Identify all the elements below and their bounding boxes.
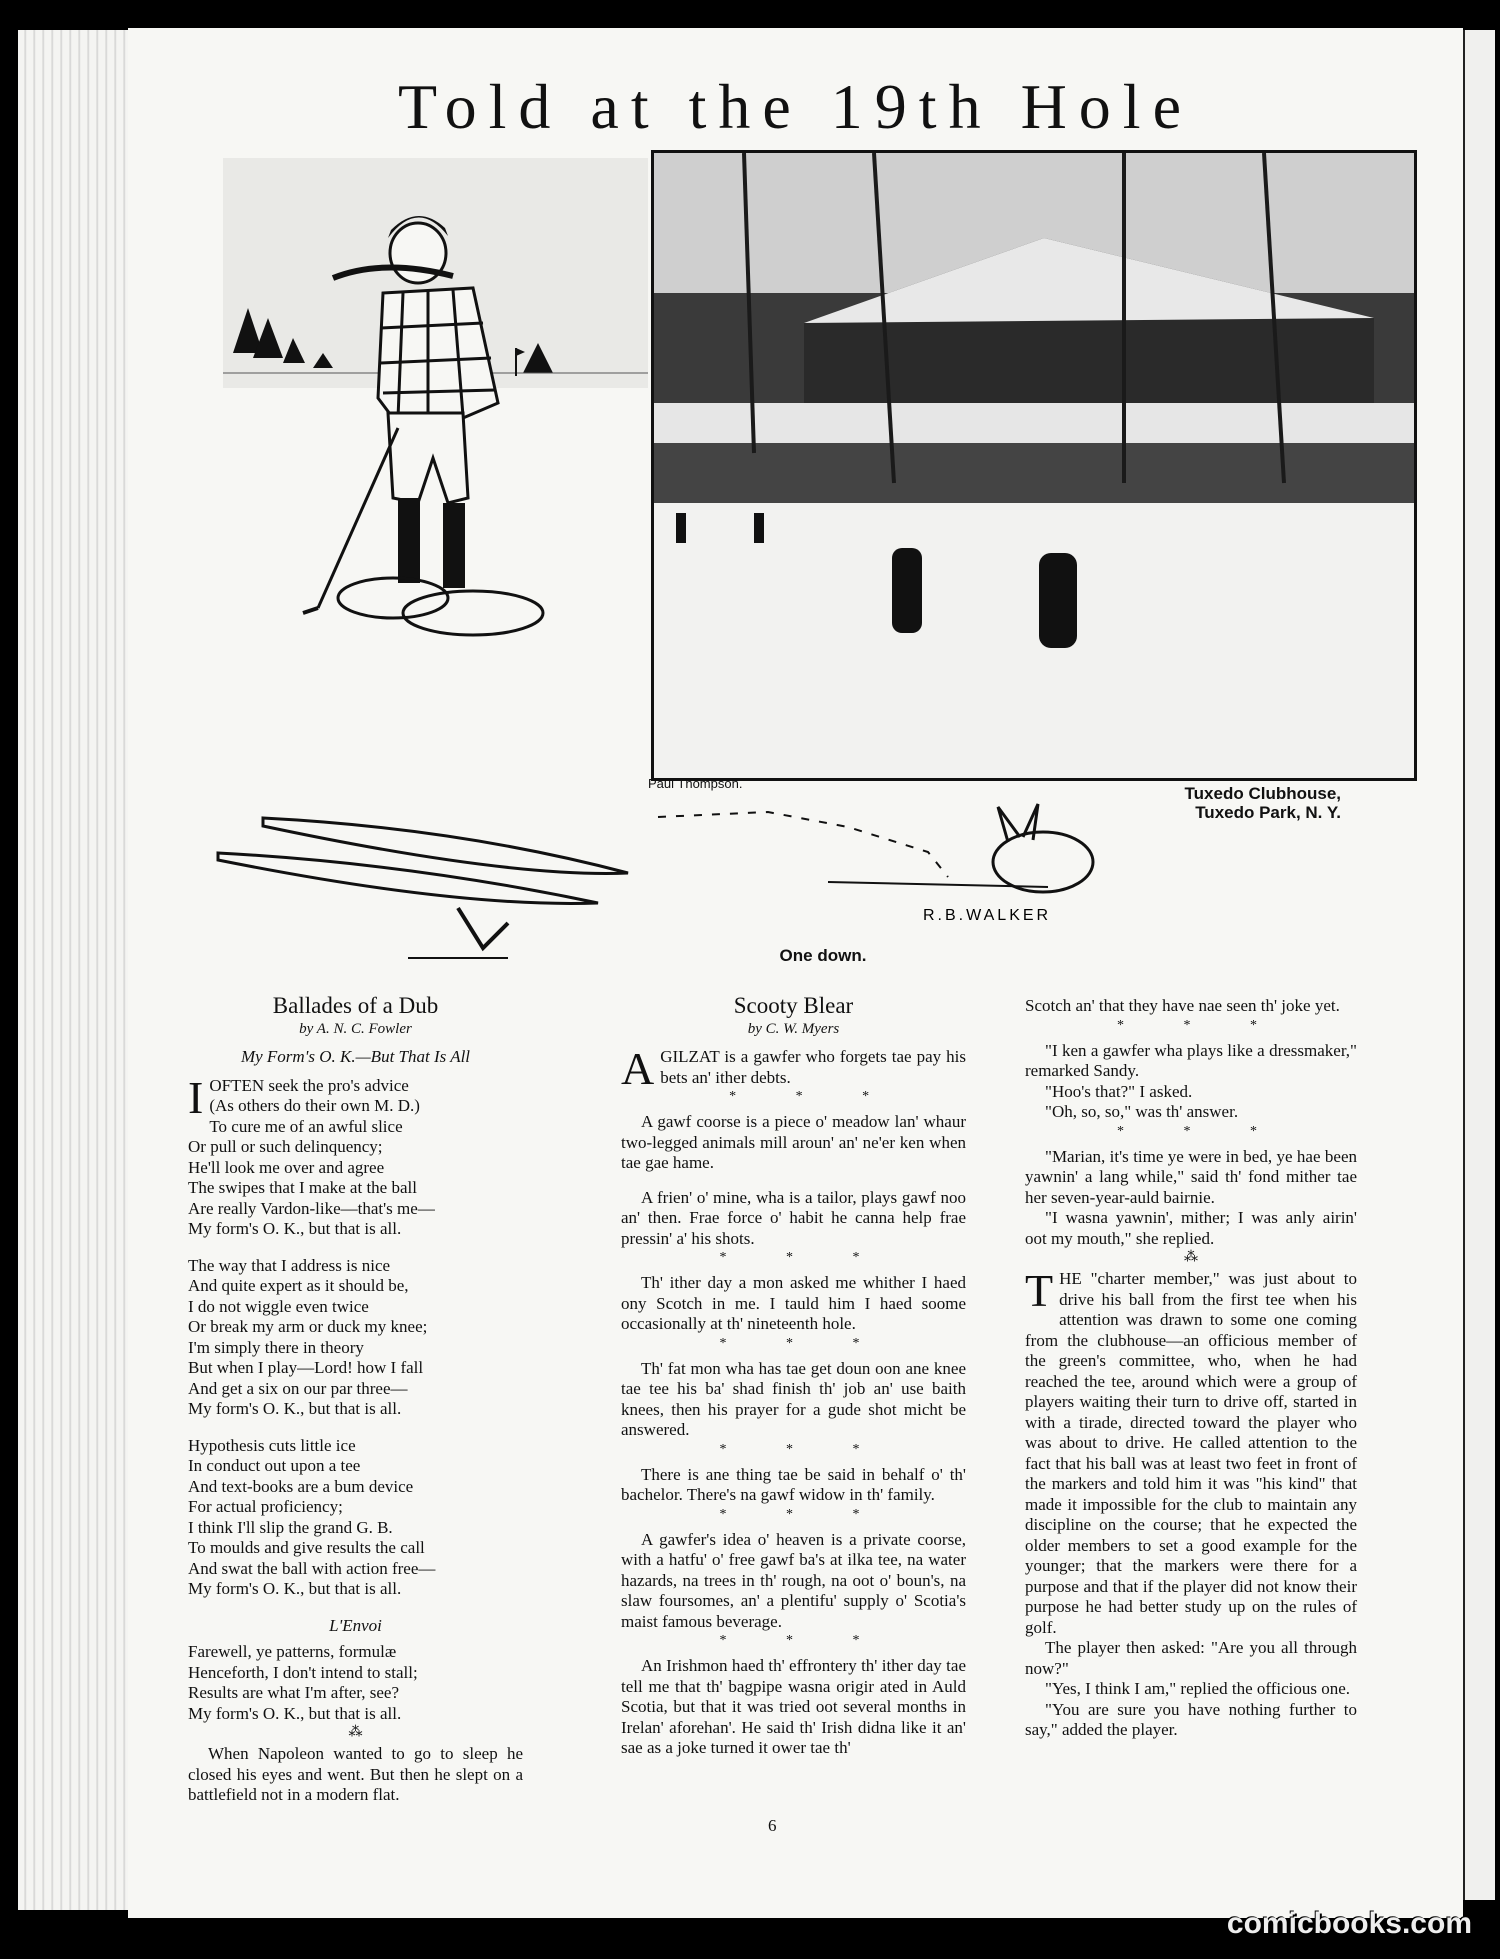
snowshoes-cartoon	[208, 798, 678, 973]
paragraph: A gawf coorse is a piece o' meadow lan' whaur two-legged animals mill aroun' an' ne'er ken when tae gae hame.	[621, 1112, 966, 1172]
paragraph: A frien' o' mine, wha is a tailor, plays gawf noo an' then. Frae force o' habit he canna help frae pressin' a' his shots.	[621, 1187, 966, 1248]
ornament: ⁂	[348, 1725, 363, 1740]
paragraph: An Irishmon haed th' effrontery th' ither day tae tell me that th' bagpipe wasna origir ated in Auld Scotia, but that it was tried oot several months in Irelan' aforehan'. He said th' Irish didna like it an' sae as a joke turned it ower tae th'	[621, 1656, 966, 1757]
verse-line: My form's O. K., but that is all.	[188, 1399, 402, 1418]
page-title: Told at the 19th Hole	[398, 71, 1193, 142]
verse-line: And swat the ball with action free—	[188, 1558, 436, 1578]
separator: * * *	[729, 1089, 898, 1104]
napoleon-anecdote: When Napoleon wanted to go to sleep he closed his eyes and went. But then he slept on a battlefield not in a modern flat.	[188, 1744, 523, 1804]
verse-line: My form's O. K., but that is all.	[188, 1579, 402, 1598]
separator: * * *	[719, 1441, 888, 1457]
paragraph: THE "charter member," was just about to drive his ball from the first tee when his attention was drawn to some one coming from the clubhouse—an officious member of the green's committee, who, when he had reached the tee, around which were a group of players waiting their turn to drive off, started in with a tirade, directed toward the player who was about to drive. He called attention to the fact that his ball was at least two feet in front of the markers and told him it was "his kind" that made it impossible for the club to maintain any discipline on the course; that he expected the older members to set a good example for the younger; that the markers were there for a purpose and that if the player did not know their purpose he had better study up on the rules of golf.	[1025, 1265, 1357, 1637]
magazine-page	[128, 28, 1463, 1918]
verse-line: To cure me of an awful slice	[209, 1116, 403, 1136]
verse-line: OFTEN seek the pro's advice	[209, 1075, 409, 1095]
envoi-title: L'Envoi	[329, 1615, 382, 1635]
envoi	[188, 1642, 523, 1724]
photo-caption-line2: Tuxedo Park, N. Y.	[1195, 803, 1341, 822]
page-number: 6	[768, 1816, 777, 1835]
cartoon-caption: One down.	[779, 946, 867, 965]
verse-line: I do not wiggle even twice	[188, 1296, 369, 1316]
ornament: ⁂	[1184, 1250, 1198, 1265]
paragraph: AGILZAT is a gawfer who forgets tae pay his bets an' ither debts.	[621, 1043, 966, 1094]
verse-line: He'll look me over and agree	[188, 1157, 385, 1177]
column-anecdotes	[1025, 996, 1357, 1741]
verse-line: Are really Vardon-like—that's me—	[188, 1198, 435, 1218]
separator: * * *	[1117, 1017, 1285, 1033]
verse-line: I think I'll slip the grand G. B.	[188, 1517, 393, 1537]
verse-line: Results are what I'm after, see?	[188, 1683, 400, 1702]
paragraph: "Hoo's that?" I asked.	[1045, 1081, 1193, 1101]
stanza-1	[188, 1071, 523, 1240]
separator: * * *	[719, 1250, 888, 1265]
verse-line: The swipes that I make at the ball	[188, 1178, 417, 1197]
tuxedo-clubhouse-photo	[651, 150, 1417, 781]
paragraph: "You are sure you have nothing further to say," added the player.	[1025, 1699, 1357, 1739]
paragraph: "I wasna yawnin', mither; I was anly airin' oot my mouth," she replied.	[1025, 1208, 1357, 1248]
scooty-byline: by C. W. Myers	[747, 1020, 840, 1037]
column-scooty-blear	[621, 993, 966, 1773]
site-watermark: comicbooks.com	[1226, 1907, 1472, 1940]
paragraph: "Oh, so, so," was th' answer.	[1045, 1102, 1239, 1121]
paragraph: "Marian, it's time ye were in bed, ye hae been yawnin' a lang while," said th' fond mither tae her seven-year-auld bairnie.	[1025, 1146, 1357, 1207]
verse-line: And quite expert as it should be,	[188, 1276, 409, 1295]
golfer-snowshoe-cartoon	[223, 158, 648, 778]
artist-signature: R.B.WALKER	[923, 907, 1052, 924]
ballade-byline: by A. N. C. Fowler	[299, 1020, 412, 1037]
scooty-title: Scooty Blear	[733, 993, 854, 1018]
verse-line: In conduct out upon a tee	[188, 1456, 361, 1475]
verse-line: Henceforth, I don't intend to stall;	[188, 1662, 418, 1682]
paragraph: A gawfer's idea o' heaven is a private coorse, with a hatfu' o' free gawf ba's at ilka tee, na water hazards, na trees in th' rough, na oot o' boun's, na slaw foursomes, an' a plentifu' supply o' Scotia's maist famous beverage.	[621, 1529, 966, 1631]
verse-line: Or break my arm or duck my knee;	[188, 1317, 428, 1336]
separator: * * *	[719, 1633, 888, 1648]
paragraph: "Yes, I think I am," replied the officious one.	[1045, 1679, 1351, 1698]
ballade-title: Ballades of a Dub	[272, 993, 439, 1018]
photo-credit: Paul Thompson.	[648, 776, 743, 791]
stanza-3	[188, 1436, 523, 1600]
verse-line: The way that I address is nice	[188, 1255, 391, 1275]
paragraph: There is ane thing tae be said in behalf o' th' bachelor. There's na gawf widow in th' family.	[621, 1464, 966, 1504]
column-ballade	[188, 993, 523, 1820]
dropcap: A	[621, 1043, 655, 1094]
paragraph: The player then asked: "Are you all through now?"	[1025, 1638, 1357, 1678]
paragraph: Th' fat mon wha has tae get doun oon ane knee tae tee his ba' shad finish th' job an' use baith knees, then his prayer for a gude shot micht be answered.	[621, 1358, 966, 1439]
paragraph: Scotch an' that they have nae seen th' joke yet.	[1025, 996, 1340, 1015]
paragraph: "I ken a gawfer wha plays like a dressmaker," remarked Sandy.	[1025, 1040, 1357, 1080]
verse-line: I'm simply there in theory	[188, 1337, 364, 1357]
verse-line: To moulds and give results the call	[188, 1538, 425, 1557]
separator: * * *	[719, 1506, 888, 1522]
verse-line: My form's O. K., but that is all.	[188, 1219, 402, 1238]
verse-line: Or pull or such delinquency;	[188, 1137, 383, 1156]
rabbit-cartoon	[648, 792, 1348, 942]
verse-line: My form's O. K., but that is all.	[188, 1703, 402, 1723]
next-page-edge	[1463, 30, 1495, 1900]
verse-line: But when I play—Lord! how I fall	[188, 1358, 424, 1377]
verse-line: (As others do their own M. D.)	[209, 1096, 420, 1115]
photo-caption-line1: Tuxedo Clubhouse,	[1184, 784, 1341, 803]
ballade-subtitle: My Form's O. K.—But That Is All	[240, 1047, 471, 1066]
dropcap: I	[188, 1071, 204, 1123]
verse-line: Farewell, ye patterns, formulæ	[188, 1642, 397, 1661]
verse-line: For actual proficiency;	[188, 1497, 343, 1516]
separator: * * *	[719, 1335, 888, 1351]
verse-line: Hypothesis cuts little ice	[188, 1435, 356, 1455]
book-page-edges	[18, 30, 128, 1910]
stanza-2	[188, 1256, 523, 1420]
paragraph: Th' ither day a mon asked me whither I haed ony Scotch in me. I tauld him I haed soome occasionally at th' nineteenth hole.	[621, 1273, 966, 1333]
verse-line: And get a six on our par three—	[188, 1378, 408, 1398]
dropcap: T	[1025, 1265, 1054, 1316]
verse-line: And text-books are a bum device	[188, 1476, 414, 1496]
separator: * * *	[1117, 1123, 1285, 1139]
